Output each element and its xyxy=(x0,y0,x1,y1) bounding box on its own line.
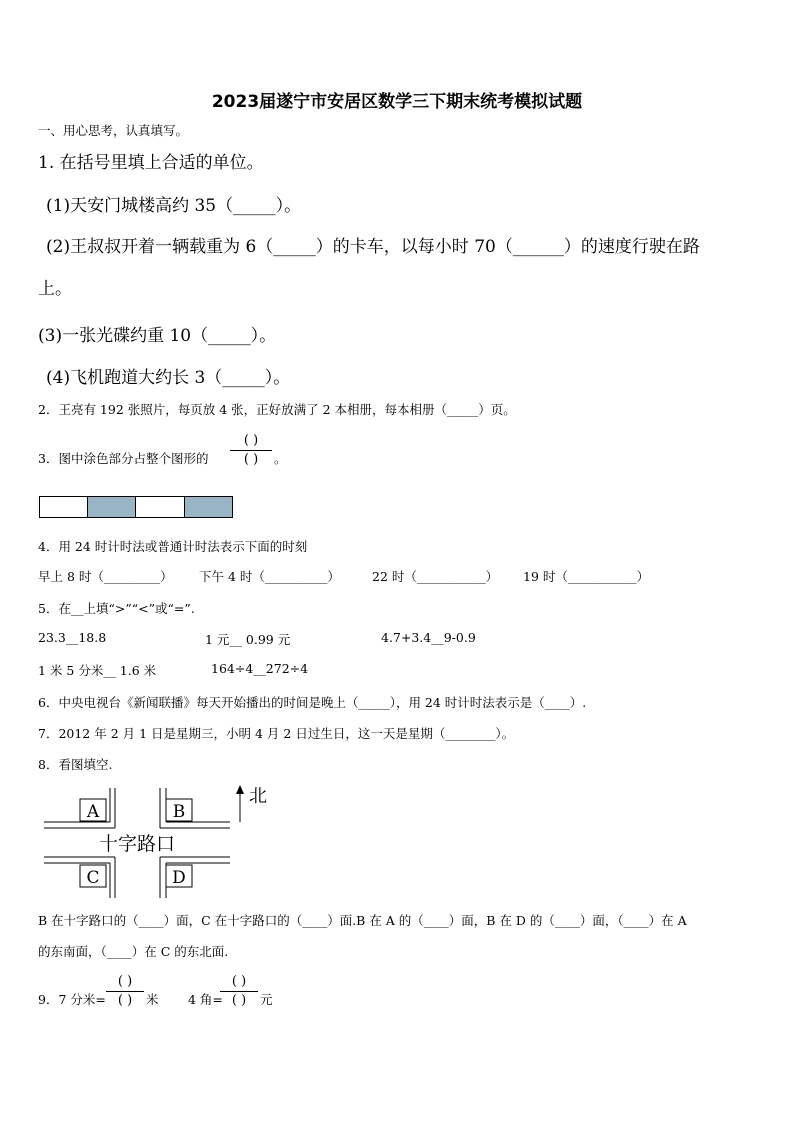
q9-a-numerator: ( ) xyxy=(117,974,133,989)
q4-item-3: 22 时（___________） xyxy=(372,569,499,584)
q2: 2．王亮有 192 张照片，每页放 4 张，正好放满了 2 本相册，每本相册（_____）页。 xyxy=(38,402,516,417)
q9-b-unit: 元 xyxy=(260,992,273,1007)
q9-a-fraction xyxy=(106,975,144,1008)
q9-a-denominator: ( ) xyxy=(117,993,133,1008)
shape-cell-1 xyxy=(39,496,88,518)
crossroad-label: 十字路口 xyxy=(98,833,176,855)
q5-stem: 5．在__上填“>”“<”或“=”. xyxy=(38,601,195,616)
shape-cell-3 xyxy=(135,496,185,518)
q8-text-1: B 在十字路口的（____）面，C 在十字路口的（____）面.B 在 A 的（____）面，B 在 D 的（____）面，（____）在 A xyxy=(38,913,687,928)
fraction-bar xyxy=(220,991,258,992)
q1-part3: (3)一张光碟约重 10（_____）。 xyxy=(38,326,277,346)
q7: 7．2012 年 2 月 1 日是星期三，小明 4 月 2 日过生日，这一天是星期（________）。 xyxy=(38,726,515,741)
crossroad-diagram xyxy=(40,782,280,900)
fraction-bar xyxy=(106,991,144,992)
shape-cell-4 xyxy=(184,496,233,518)
q1-part2: (2)王叔叔开着一辆载重为 6（_____）的卡车，以每小时 70（______）的速度行驶在路 xyxy=(46,237,700,257)
q9-b-fraction xyxy=(220,975,258,1008)
q5-r2-a: 1 米 5 分米__ 1.6 米 xyxy=(38,663,157,678)
q4-item-2: 下午 4 时（__________） xyxy=(199,569,340,584)
q8-stem: 8．看图填空. xyxy=(38,757,113,772)
q5-r1-a: 23.3__18.8 xyxy=(38,630,107,645)
q5-r1-b: 1 元__ 0.99 元 xyxy=(205,632,291,647)
q1-part2-cont: 上。 xyxy=(38,279,72,299)
label-a: A xyxy=(86,802,100,822)
label-c: C xyxy=(86,868,100,888)
q1-part4: (4)飞机跑道大约长 3（_____）。 xyxy=(46,368,291,388)
section-heading: 一、用心思考，认真填写。 xyxy=(38,123,189,138)
q4-stem: 4．用 24 时计时法或普通计时法表示下面的时刻 xyxy=(38,539,308,554)
shape-cell-2 xyxy=(87,496,136,518)
q4-item-1: 早上 8 时（_________） xyxy=(38,569,173,584)
q1-stem: 1. 在括号里填上合适的单位。 xyxy=(38,153,264,173)
q9-b-denominator: ( ) xyxy=(231,993,247,1008)
page-title: 2023届遂宁市安居区数学三下期末统考模拟试题 xyxy=(211,92,583,112)
q9-b-numerator: ( ) xyxy=(231,974,247,989)
label-d: D xyxy=(172,868,186,888)
q3-denominator: ( ) xyxy=(243,452,259,467)
q9-a-prefix: 9．7 分米= xyxy=(38,992,106,1007)
north-arrow-icon xyxy=(236,785,244,794)
q6: 6．中央电视台《新闻联播》每天开始播出的时间是晚上（_____），用 24 时计时法表示是（____）. xyxy=(38,695,587,710)
fraction-bar xyxy=(230,450,272,451)
q9-a-unit: 米 xyxy=(146,992,159,1007)
q5-r2-b: 164÷4__272÷4 xyxy=(211,661,309,676)
q4-item-4: 19 时（___________） xyxy=(523,569,650,584)
q3-end: 。 xyxy=(274,451,287,466)
q3-stem: 3．图中涂色部分占整个图形的 xyxy=(38,451,209,466)
q5-r1-c: 4.7+3.4__9-0.9 xyxy=(381,630,476,645)
label-b: B xyxy=(172,802,186,822)
q1-part1: (1)天安门城楼高约 35（_____）。 xyxy=(46,196,302,216)
q8-text-2: 的东南面，（____）在 C 的东北面. xyxy=(38,944,229,959)
north-label: 北 xyxy=(249,786,267,807)
q9-b-prefix: 4 角= xyxy=(188,992,223,1007)
q3-numerator: ( ) xyxy=(243,433,259,448)
q3-fraction xyxy=(230,434,272,467)
